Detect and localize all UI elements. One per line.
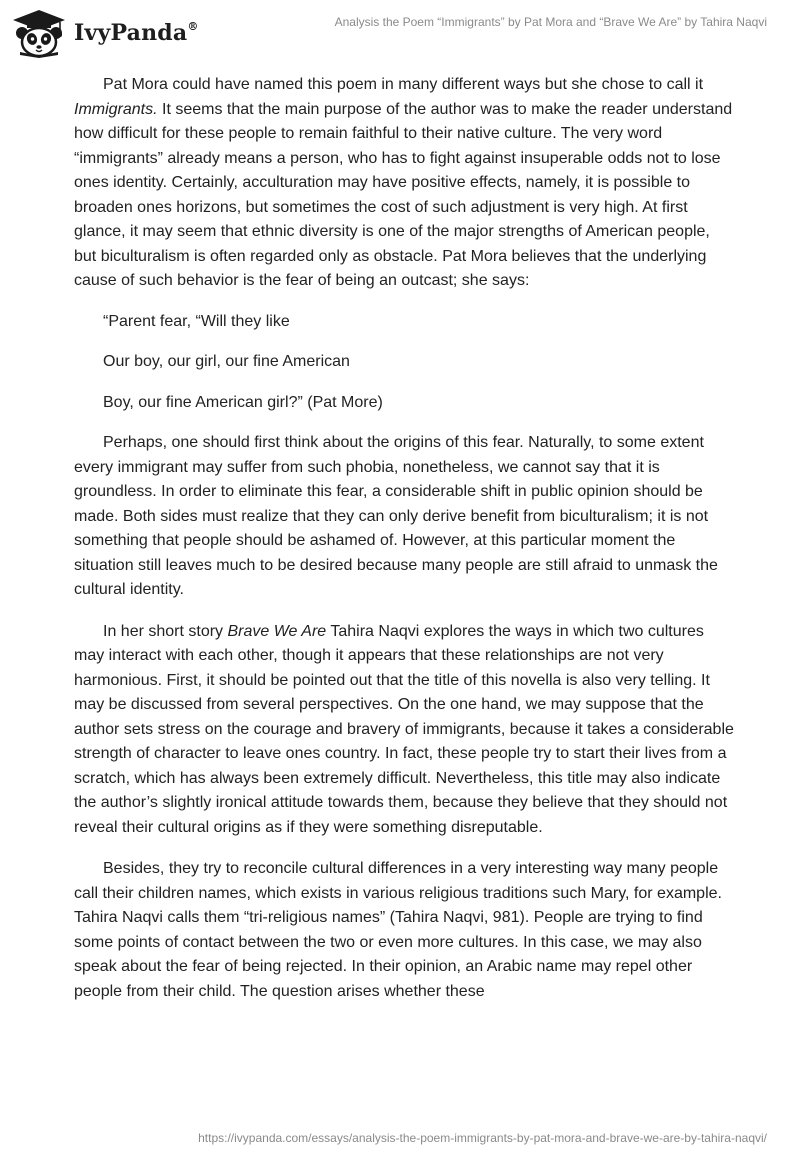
logo-wordmark	[74, 20, 199, 46]
paragraph-text: In her short story	[103, 622, 228, 640]
paragraph: Besides, they try to reconcile cultural differences in a very interesting way many people call their children names, which exists in various religious traditions such Mary, for example. Tahira Naqvi calls them “tri-religious names” (Tahira Naqvi, 981). People are trying to find some points of contact between the two or even more cultures. In this case, we may also speak about the fear of being rejected. In their opinion, an Arabic name may repel other people from their child. The question arises whether these	[74, 860, 722, 1000]
paragraph	[74, 73, 734, 294]
paragraph-text: Pat Mora could have named this poem in many different ways but she chose to call it	[103, 76, 704, 93]
panda-graduate-icon	[10, 8, 68, 58]
verse-line: Boy, our fine American girl?” (Pat More)	[103, 393, 383, 411]
page-header	[0, 0, 800, 60]
essay-body	[74, 73, 734, 1004]
poem-title: Immigrants.	[74, 100, 158, 118]
source-url[interactable]: https://ivypanda.com/essays/analysis-the-poem-immigrants-by-pat-mora-and-brave-we-are-by-tahira-naqvi/	[198, 1131, 767, 1145]
logo-name: IvyPanda	[74, 20, 188, 46]
paragraph	[74, 620, 734, 841]
verse-line: “Parent fear, “Will they like	[103, 312, 290, 330]
paragraph-text: It seems that the main purpose of the author was to make the reader understand how difficult for these people to remain faithful to their native culture. The very word “immigrants” already means a person, who has to fight against insuperable odds not to lose ones identity. Certainly, acculturation may have positive effects, namely, it is possible to broaden ones horizons, but sometimes the cost of such adjustment is very high. At first glance, it may seem that ethnic diversity is one of the major strengths of American people, but biculturalism is often regarded only as obstacle. Pat Mora believes that the underlying cause of such behavior is the fear of being an outcast; she says:	[74, 100, 733, 289]
registered-mark: ®	[187, 19, 199, 33]
verse-line: Our boy, our girl, our fine American	[103, 353, 350, 370]
paragraph: Perhaps, one should first think about the origins of this fear. Naturally, to some extent every immigrant may suffer from such phobia, nonetheless, we cannot say that it is groundless. In order to eliminate this fear, a considerable shift in public opinion should be made. Both sides must realize that they can only derive benefit from biculturalism; it is not something that people should be ashamed of. However, at this particular moment the situation still leaves much to be desired because many people are still afraid to unmask the cultural identity.	[74, 434, 718, 598]
logo[interactable]	[10, 8, 199, 58]
story-title: Brave We Are	[227, 622, 327, 640]
paragraph-text: Tahira Naqvi explores the ways in which two cultures may interact with each other, though it appears that these relationships are not very harmonious. First, it should be pointed out that the title of this novella is also very telling. It may be discussed from several perspectives. On the one hand, we may suppose that the author sets stress on the courage and bravery of immigrants, because it takes a considerable strength of character to leave ones country. In fact, these people try to start their lives from a scratch, which has always been extremely difficult. Nevertheless, this title may also indicate the author’s slightly ironical attitude towards them, because they believe that they should not reveal their cultural origins as if they were something disreputable.	[74, 622, 734, 836]
document-title: Analysis the Poem “Immigrants” by Pat Mora and “Brave We Are” by Tahira Naqvi	[334, 15, 767, 29]
